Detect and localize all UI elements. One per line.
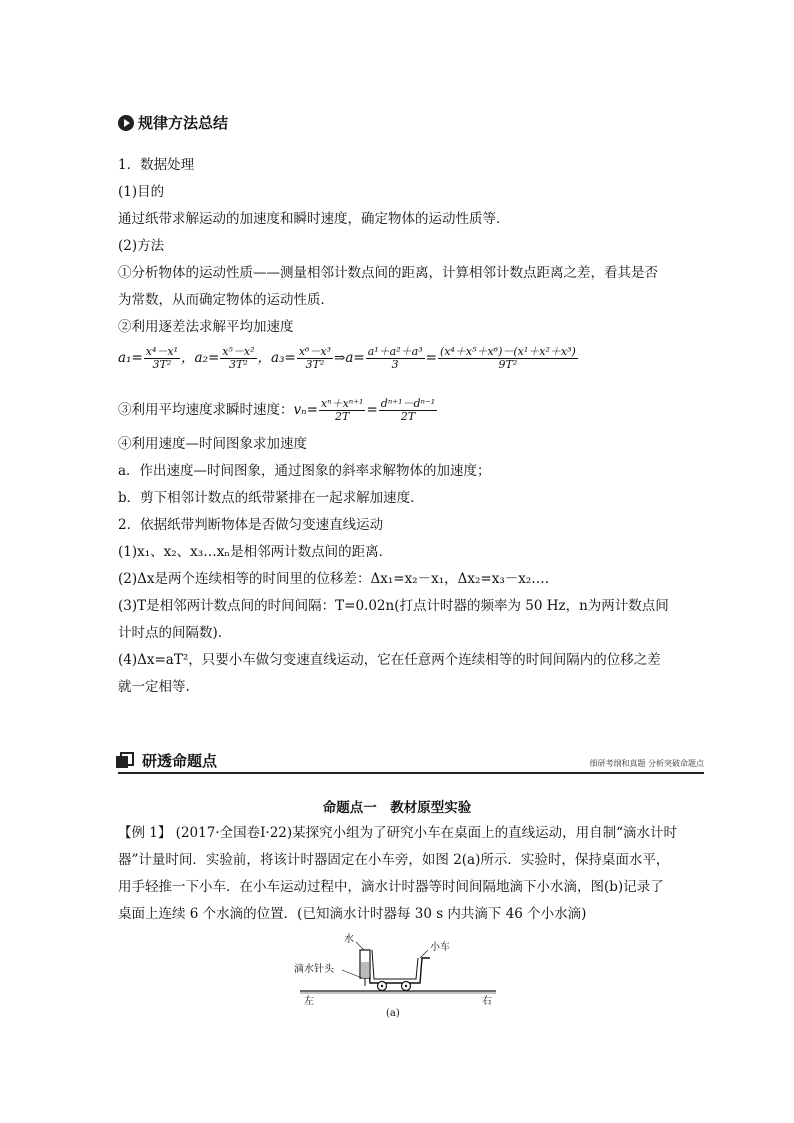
denominator: 2T: [400, 410, 416, 423]
formula-acceleration: [118, 346, 579, 371]
label-right: 右: [482, 996, 492, 1007]
numerator: x⁶－x³: [298, 345, 332, 358]
paragraph-line: 2．依据纸带判断物体是否做匀变速直线运动: [118, 517, 384, 533]
example-line: 桌面上连续 6 个水滴的位置．(已知滴水计时器每 30 s 内共滴下 46 个小水滴): [118, 906, 587, 922]
paragraph-line: (3)T是相邻两计数点间的时间间隔：T=0.02n(打点计时器的频率为 50 Hz，n为两计数点间: [118, 598, 669, 614]
paragraph-line: (1)x₁、x₂、x₃…xₙ是相邻两计数点间的距离．: [118, 544, 393, 560]
example-line: 器”计量时间．实验前，将该计时器固定在小车旁，如图 2(a)所示．实验时，保持桌面水平，: [118, 852, 670, 868]
label-left: 左: [304, 996, 314, 1007]
example-line: 【例 1】 (2017·全国卷Ⅰ·22)某探究小组为了研究小车在桌面上的直线运动，用自制“滴水计时: [118, 825, 678, 841]
fraction: [220, 346, 256, 371]
denominator: 3: [391, 358, 399, 371]
numerator: x⁵－x²: [222, 345, 255, 358]
fraction: [319, 398, 366, 423]
formula-text: ，a₃=: [257, 350, 296, 366]
cart-inner: [372, 950, 418, 979]
square-outline-icon: [120, 752, 134, 766]
fraction: [379, 398, 437, 423]
section-heading-methods: [118, 112, 228, 133]
paragraph-line: (4)Δx=aT²，只要小车做匀变速直线运动，它在任意两个连续相等的时间间隔内的位移之差: [118, 652, 661, 668]
section-title: 规律方法总结: [138, 114, 229, 132]
denominator: 2T: [335, 410, 350, 423]
fraction: [438, 346, 578, 371]
leader-line: [342, 970, 362, 978]
paragraph-line: (2)Δx是两个连续相等的时间里的位移差：Δx₁=x₂－x₁，Δx₂=x₃－x₂….: [118, 571, 550, 587]
paragraph-line: ④利用速度—时间图象求加速度: [118, 436, 307, 452]
play-icon: [118, 115, 134, 131]
numerator: a¹＋a²＋a³: [367, 345, 423, 358]
paragraph-line: 为常数，从而确定物体的运动性质．: [118, 292, 334, 308]
fraction: [366, 346, 425, 371]
paragraph-line: (1)目的: [118, 184, 165, 200]
leader-line: [420, 950, 428, 958]
denominator: 9T²: [498, 358, 518, 371]
paragraph-line: 1．数据处理: [118, 157, 195, 173]
paragraph-line: 计时点的间隔数)．: [118, 625, 232, 641]
formula-text: ，a₂=: [181, 350, 220, 366]
fraction: [144, 346, 180, 371]
cart-body: [368, 950, 430, 983]
paragraph-line: (2)方法: [118, 238, 165, 254]
section-title: 研透命题点: [142, 752, 218, 770]
paragraph-line: ②利用逐差法求解平均加速度: [118, 319, 294, 335]
numerator: x⁴－x¹: [145, 345, 179, 358]
paragraph-line: ①分析物体的运动性质——测量相邻计数点间的距离，计算相邻计数点距离之差，看其是否: [118, 265, 658, 281]
label-car: 小车: [430, 942, 450, 953]
formula-text: ⇒a=: [334, 350, 365, 366]
numerator: (x⁴＋x⁵＋x⁶)－(x¹＋x²＋x³): [439, 345, 576, 358]
denominator: 3T²: [152, 358, 172, 371]
leader-line: [356, 942, 364, 950]
numerator: dⁿ⁺¹－dⁿ⁻¹: [380, 397, 436, 410]
paragraph-line: 就一定相等.: [118, 679, 190, 695]
formula-velocity: [118, 398, 438, 423]
label-nozzle: 滴水针头: [294, 964, 334, 975]
topic-title: 命题点一 教材原型实验: [322, 800, 472, 816]
example-line: 用手轻推一下小车．在小车运动过程中，滴水计时器等时间间隔地滴下小水滴，图(b)记录了: [118, 879, 664, 895]
denominator: 3T²: [305, 358, 325, 371]
wheel-axle: [381, 985, 383, 987]
formula-text: =: [425, 350, 437, 366]
figure-drip-timer: [290, 928, 510, 1020]
formula-intro: ③利用平均速度求瞬时速度：: [118, 402, 294, 418]
numerator: xⁿ＋xⁿ⁺¹: [320, 397, 364, 410]
formula-text: =: [366, 402, 378, 418]
wheel-axle: [405, 985, 407, 987]
water-level: [361, 962, 369, 978]
paragraph-line: 通过纸带求解运动的加速度和瞬时速度，确定物体的运动性质等．: [118, 211, 510, 227]
paragraph-line: b．剪下相邻计数点的纸带紧排在一起求解加速度．: [118, 490, 424, 506]
paragraph-line: a．作出速度—时间图象，通过图象的斜率求解物体的加速度；: [118, 463, 491, 479]
formula-text: vₙ=: [293, 402, 318, 418]
label-water: 水: [344, 934, 354, 945]
denominator: 3T²: [229, 358, 248, 371]
section-subtitle: 细研考纲和真题 分析突破命题点: [589, 759, 704, 768]
section-heading-topics: [118, 748, 704, 774]
formula-text: a₁=: [118, 350, 143, 366]
fraction: [297, 346, 333, 371]
figure-caption: (a): [386, 1008, 400, 1019]
